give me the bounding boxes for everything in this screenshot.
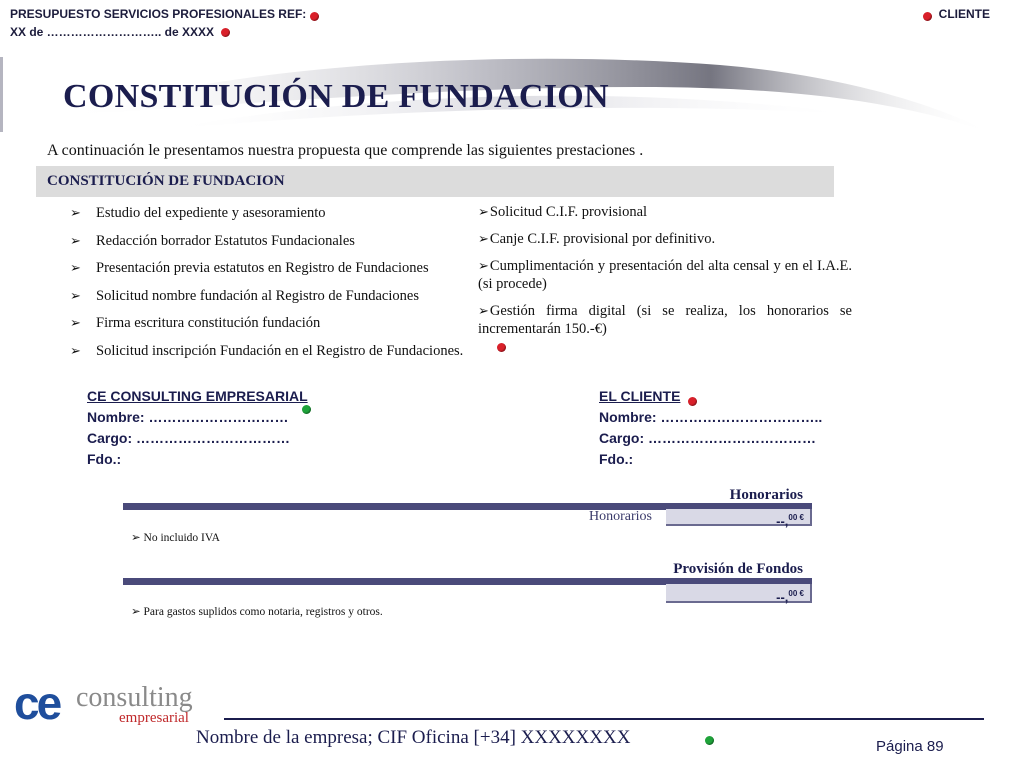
funds-heading: Provisión de Fondos	[673, 561, 803, 577]
fees-heading: Honorarios	[729, 487, 803, 503]
footer-company-line: Nombre de la empresa; CIF Oficina [+34] XXXXXXXX	[196, 727, 631, 748]
red-marker-dot	[221, 28, 230, 37]
company-logo	[14, 677, 224, 732]
logo-sub: empresarial	[119, 710, 189, 726]
arrow-bullet-icon: ➢	[70, 205, 81, 220]
footer-rule	[224, 718, 984, 720]
list-item: ➢ Firma escritura constitución fundación	[70, 315, 321, 331]
list-item: ➢ Presentación previa estatutos en Registro de Fundaciones	[70, 260, 429, 276]
fees-value: --,$^{00 €}$	[666, 509, 812, 526]
red-marker-dot	[923, 12, 932, 21]
arrow-bullet-icon: ➢	[478, 231, 489, 246]
list-item: ➢ Estudio del expediente y asesoramiento	[70, 205, 326, 221]
fees-note: ➢ No incluido IVA	[131, 532, 220, 544]
header-ref-line: PRESUPUESTO SERVICIOS PROFESIONALES REF:	[10, 7, 307, 21]
client-role-field: Cargo: ………………………………	[599, 430, 816, 446]
list-item: ➢ Redacción borrador Estatutos Fundacionales	[70, 232, 355, 249]
funds-value: --,$^{00 €}$	[666, 584, 812, 603]
green-marker-dot	[302, 405, 311, 414]
red-marker-dot	[497, 343, 506, 352]
header-date-line: XX de ……………………….. de XXXX	[10, 25, 215, 39]
fees-row-label: Honorarios	[589, 509, 652, 524]
green-marker-dot	[705, 736, 714, 745]
arrow-bullet-icon: ➢	[70, 232, 81, 248]
client-signature-heading: EL CLIENTE	[599, 388, 681, 404]
arrow-bullet-icon: ➢	[478, 303, 489, 318]
list-item: ➢Gestión firma digital (si se realiza, los honorarios se incrementarán 150.-€)	[478, 303, 852, 337]
arrow-bullet-icon: ➢	[70, 342, 81, 358]
page-title: CONSTITUCIÓN DE FUNDACION	[63, 78, 609, 115]
list-item: ➢ Solicitud nombre fundación al Registro de Fundaciones	[70, 287, 419, 304]
list-item: ➢ Solicitud inscripción Fundación en el Registro de Fundaciones.	[70, 342, 464, 359]
intro-text: A continuación le presentamos nuestra propuesta que comprende las siguientes prestaciones .	[47, 142, 644, 159]
company-name-field: Nombre: …………………………	[87, 409, 289, 425]
list-item: ➢Solicitud C.I.F. provisional	[478, 204, 648, 220]
company-role-field: Cargo: ……………………………	[87, 430, 290, 446]
section-title: CONSTITUCIÓN DE FUNDACION	[47, 173, 285, 189]
left-service-list	[70, 204, 468, 369]
arrow-bullet-icon: ➢	[131, 532, 141, 544]
list-item: ➢Cumplimentación y presentación del alta censal y en el I.A.E. (si procede)	[478, 258, 852, 292]
arrow-bullet-icon: ➢	[478, 258, 489, 273]
right-service-list	[478, 203, 852, 347]
client-name-field: Nombre: ……………………………..	[599, 409, 823, 425]
client-signature-block	[599, 386, 822, 470]
logo-word: consulting	[76, 682, 193, 713]
page-number: Página 89	[876, 738, 944, 755]
company-signature-heading: CE CONSULTING EMPRESARIAL	[87, 388, 308, 404]
arrow-bullet-icon: ➢	[70, 287, 81, 303]
red-marker-dot	[688, 397, 697, 406]
client-sign-field: Fdo.:	[599, 451, 634, 467]
list-item: ➢Canje C.I.F. provisional por definitivo.	[478, 231, 716, 247]
section-header	[36, 166, 834, 197]
arrow-bullet-icon: ➢	[478, 204, 489, 219]
arrow-bullet-icon: ➢	[70, 315, 81, 330]
header-client-label: CLIENTE	[938, 7, 990, 21]
red-marker-dot	[310, 12, 319, 21]
arrow-bullet-icon: ➢	[70, 260, 81, 275]
funds-note: ➢ Para gastos suplidos como notaria, registros y otros.	[131, 606, 383, 618]
logo-mark: ce	[14, 677, 60, 729]
arrow-bullet-icon: ➢	[131, 606, 141, 618]
company-signature-block	[87, 386, 308, 470]
company-sign-field: Fdo.:	[87, 451, 122, 467]
